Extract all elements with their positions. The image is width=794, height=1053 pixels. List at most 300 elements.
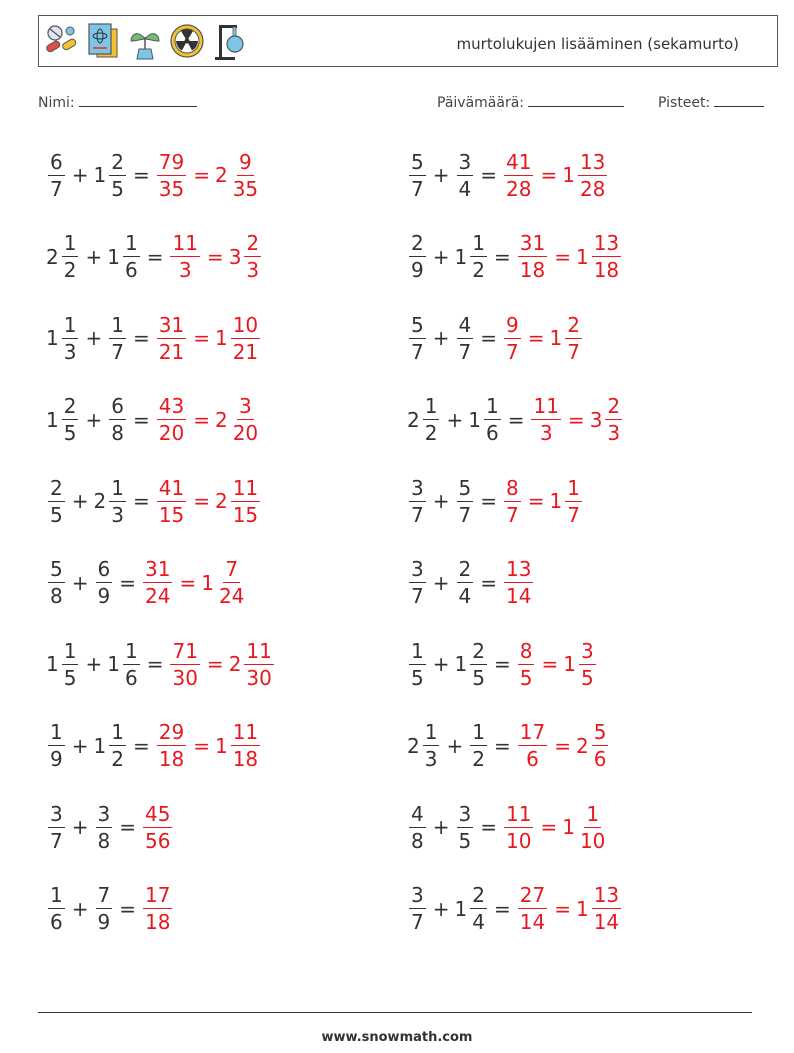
answer-mixed-whole: 1	[549, 326, 563, 350]
addend-b-numerator: 1	[124, 638, 138, 663]
addend-b-fraction	[96, 885, 113, 932]
addend-b-whole: 1	[454, 896, 468, 921]
name-field	[38, 94, 197, 111]
equals-sign: =	[146, 244, 164, 269]
answer-improper-denominator: 10	[506, 828, 532, 853]
answer-mixed-whole: 1	[214, 733, 228, 758]
plus-sign: +	[71, 163, 89, 187]
answer-mixed-fraction	[605, 396, 622, 443]
answer-improper-fraction	[157, 396, 186, 443]
answer-mixed-denominator: 24	[218, 584, 245, 608]
addend-b-whole: 1	[454, 652, 468, 676]
addend-b-numerator: 1	[472, 720, 485, 744]
addend-b-numerator: 5	[458, 475, 472, 500]
addend-a-denominator: 5	[50, 502, 63, 527]
plus-sign: +	[432, 489, 450, 513]
problem-item	[407, 711, 610, 781]
answer-mixed-fraction	[231, 396, 260, 443]
addend-a-numerator: 3	[411, 475, 424, 500]
equals-sign: =	[480, 570, 497, 595]
answer-improper-denominator: 15	[158, 502, 185, 527]
worksheet-header	[38, 15, 778, 67]
addend-a-numerator: 1	[63, 231, 77, 255]
addend-a-fraction	[409, 885, 426, 932]
addend-b-numerator: 1	[111, 720, 124, 744]
addend-b-numerator: 1	[485, 394, 499, 418]
equals-sign: =	[480, 163, 497, 187]
equals-sign: =	[119, 570, 136, 595]
addend-a-fraction	[423, 396, 440, 443]
addend-a-fraction	[48, 475, 65, 527]
plus-sign: +	[432, 896, 450, 921]
answer-improper-fraction	[518, 233, 547, 280]
equals-sign: =	[119, 896, 136, 921]
addend-a-numerator: 2	[50, 475, 63, 500]
addend-b-fraction	[470, 638, 487, 690]
answer	[141, 559, 248, 606]
answer-mixed-denominator: 21	[232, 339, 259, 364]
addend-b-denominator: 6	[124, 258, 138, 282]
answer-mixed-whole: 2	[575, 733, 589, 758]
problem-item	[407, 222, 623, 292]
answer-improper-denominator: 20	[158, 421, 185, 445]
addend-a-numerator: 3	[411, 883, 424, 907]
addend-b-whole: 1	[107, 652, 120, 676]
answer-mixed-fraction	[579, 638, 596, 690]
problem-item	[46, 711, 262, 781]
answer-mixed-numerator: 5	[593, 720, 607, 744]
answer-mixed-fraction	[231, 475, 260, 527]
answer-mixed-numerator: 3	[239, 394, 252, 418]
answer-mixed-fraction	[231, 312, 260, 364]
answer-mixed-denominator: 30	[246, 665, 272, 690]
addend-a-fraction	[48, 149, 65, 201]
answer-mixed-numerator: 9	[239, 149, 252, 174]
addend-a-denominator: 7	[411, 910, 424, 934]
addend-b-numerator: 2	[458, 557, 472, 581]
addend-b-denominator: 9	[97, 910, 111, 934]
addend-b-whole: 1	[93, 733, 107, 758]
answer-improper-numerator: 41	[506, 149, 532, 174]
addend-b-numerator: 7	[97, 883, 111, 907]
answer-improper-denominator: 30	[172, 665, 198, 690]
answer	[155, 722, 262, 769]
addend-b-denominator: 7	[111, 339, 124, 364]
addend-a-numerator: 3	[411, 557, 424, 581]
addend-a-fraction	[48, 885, 65, 932]
answer-mixed-denominator: 28	[579, 176, 606, 201]
answer	[516, 722, 611, 769]
answer-mixed-numerator: 2	[567, 312, 580, 337]
addend-a-denominator: 7	[411, 176, 424, 201]
answer-mixed-whole: 1	[214, 326, 228, 350]
answer-equals-sign: =	[554, 896, 571, 921]
addend-a-numerator: 1	[411, 638, 424, 663]
problem-item	[46, 466, 262, 536]
addend-a-denominator: 2	[63, 258, 77, 282]
equals-sign: =	[493, 733, 511, 758]
answer	[502, 312, 584, 364]
addend-a-denominator: 2	[424, 421, 438, 445]
equals-sign: =	[493, 896, 511, 921]
answer-mixed-numerator: 13	[593, 231, 620, 255]
addend-a-denominator: 7	[411, 584, 424, 608]
radiation-icon	[169, 19, 205, 63]
addend-b-numerator: 6	[97, 557, 111, 581]
pills-icon	[43, 19, 79, 63]
answer-improper-denominator: 5	[519, 665, 533, 690]
equals-sign: =	[119, 815, 136, 839]
answer-improper-denominator: 18	[158, 747, 185, 771]
answer	[155, 312, 262, 364]
equals-sign: =	[132, 407, 150, 432]
score-field	[658, 94, 764, 111]
answer-improper-numerator: 11	[172, 231, 198, 255]
problem-item	[407, 385, 624, 455]
answer-improper-numerator: 11	[506, 801, 532, 826]
answer-mixed-denominator: 7	[567, 502, 580, 527]
answer-improper-fraction	[170, 638, 199, 690]
plus-sign: +	[446, 407, 464, 432]
problem-item	[46, 874, 174, 944]
answer	[502, 801, 609, 853]
answer-improper-denominator: 14	[506, 584, 532, 608]
addend-b-denominator: 7	[458, 502, 472, 527]
answer-mixed-fraction	[578, 801, 607, 853]
plus-sign: +	[85, 244, 103, 269]
answer-mixed-whole: 1	[549, 489, 563, 513]
answer-improper-denominator: 56	[145, 828, 171, 853]
answer-improper-denominator: 6	[526, 747, 539, 771]
addend-a-denominator: 9	[411, 258, 424, 282]
answer	[141, 801, 174, 853]
plus-sign: +	[85, 652, 103, 676]
plus-sign: +	[71, 733, 89, 758]
answer	[141, 885, 174, 932]
answer-improper-numerator: 31	[158, 312, 185, 337]
answer-mixed-whole: 1	[201, 570, 214, 595]
addend-a-fraction	[62, 638, 79, 690]
answer-improper-fraction	[504, 149, 533, 201]
addend-b-denominator: 8	[97, 828, 111, 853]
answer-improper-denominator: 18	[145, 910, 171, 934]
addend-b-whole: 1	[468, 407, 481, 432]
answer-improper-numerator: 17	[519, 720, 546, 744]
equals-sign: =	[493, 652, 511, 676]
answer-mixed-denominator: 20	[232, 421, 259, 445]
addend-a-fraction	[48, 801, 65, 853]
answer	[502, 475, 584, 527]
answer-mixed-whole: 1	[562, 163, 575, 187]
addend-b-numerator: 6	[111, 394, 124, 418]
answer-mixed-whole: 1	[575, 896, 589, 921]
answer-improper-fraction	[504, 801, 533, 853]
addend-b-whole: 2	[93, 489, 107, 513]
addend-b-numerator: 3	[458, 149, 472, 174]
addend-b-numerator: 2	[472, 883, 485, 907]
problem-item	[407, 466, 584, 536]
answer-improper-numerator: 41	[158, 475, 185, 500]
addend-b-denominator: 4	[458, 584, 472, 608]
addend-b-fraction	[457, 312, 474, 364]
answer-improper-numerator: 29	[158, 720, 185, 744]
answer-mixed-fraction	[244, 233, 261, 280]
addend-a-whole: 1	[46, 652, 59, 676]
addend-a-numerator: 5	[411, 312, 424, 337]
answer	[155, 396, 262, 443]
addend-a-fraction	[423, 722, 440, 769]
problem-item	[407, 792, 609, 862]
answer-mixed-denominator: 10	[579, 828, 606, 853]
equals-sign: =	[132, 733, 150, 758]
answer-equals-sign: =	[179, 570, 197, 595]
answer-improper-denominator: 24	[145, 584, 171, 608]
addend-a-fraction	[409, 149, 426, 201]
answer-mixed-denominator: 35	[232, 176, 259, 201]
worksheet-title: murtolukujen lisääminen (sekamurto)	[456, 35, 739, 53]
answer-improper-denominator: 3	[539, 421, 553, 445]
answer-mixed-denominator: 14	[593, 910, 620, 934]
answer-equals-sign: =	[554, 244, 571, 269]
addend-a-denominator: 9	[50, 747, 63, 771]
answer-improper-numerator: 31	[145, 557, 171, 581]
addend-b-whole: 1	[93, 163, 107, 187]
plus-sign: +	[432, 326, 450, 350]
answer-improper-numerator: 11	[533, 394, 559, 418]
plus-sign: +	[85, 407, 103, 432]
addend-a-fraction	[48, 559, 65, 606]
equals-sign: =	[480, 326, 497, 350]
problem-item	[46, 140, 262, 210]
answer-mixed-whole: 3	[589, 407, 603, 432]
answer-improper-fraction	[157, 312, 186, 364]
addend-a-denominator: 8	[50, 584, 63, 608]
answer-improper-numerator: 79	[158, 149, 185, 174]
plus-sign: +	[432, 163, 450, 187]
answer-mixed-numerator: 3	[580, 638, 594, 663]
answer-improper-fraction	[504, 475, 521, 527]
addend-a-numerator: 1	[50, 883, 63, 907]
plus-sign: +	[71, 896, 89, 921]
answer-mixed-whole: 1	[562, 815, 575, 839]
addend-a-whole: 2	[407, 407, 420, 432]
answer-improper-fraction	[504, 559, 533, 606]
answer-mixed-numerator: 11	[232, 720, 259, 744]
answer-equals-sign: =	[541, 652, 559, 676]
answer-equals-sign: =	[527, 326, 545, 350]
answer-mixed-denominator: 7	[567, 339, 580, 364]
answer-improper-fraction	[157, 149, 186, 201]
equals-sign: =	[493, 244, 511, 269]
answer-improper-numerator: 71	[172, 638, 198, 663]
addend-b-fraction	[484, 396, 501, 443]
addend-a-denominator: 5	[411, 665, 424, 690]
answer-mixed-fraction	[592, 722, 609, 769]
answer-mixed-denominator: 5	[580, 665, 594, 690]
answer-mixed-fraction	[231, 722, 260, 769]
addend-b-denominator: 2	[472, 747, 485, 771]
answer	[168, 233, 263, 280]
answer-mixed-whole: 1	[575, 244, 589, 269]
answer-mixed-numerator: 1	[586, 801, 600, 826]
addend-a-numerator: 3	[50, 801, 63, 826]
date-label: Päivämäärä:	[437, 95, 524, 111]
addend-b-numerator: 2	[111, 149, 124, 174]
equals-sign: =	[146, 652, 164, 676]
addend-b-fraction	[470, 885, 487, 932]
problem-item	[46, 385, 262, 455]
name-line	[79, 94, 197, 107]
answer-mixed-numerator: 2	[607, 394, 621, 418]
addend-b-numerator: 1	[111, 312, 124, 337]
addend-a-numerator: 6	[50, 149, 63, 174]
date-line	[528, 94, 624, 107]
answer-equals-sign: =	[193, 489, 210, 513]
equals-sign: =	[480, 815, 497, 839]
answer-mixed-fraction	[578, 149, 607, 201]
answer-improper-numerator: 31	[519, 231, 546, 255]
equals-sign: =	[132, 326, 150, 350]
addend-b-fraction	[470, 722, 487, 769]
plus-sign: +	[432, 815, 450, 839]
addend-a-denominator: 7	[411, 339, 424, 364]
footer-divider	[38, 1012, 752, 1013]
answer-mixed-fraction	[231, 149, 260, 201]
addend-a-fraction	[409, 312, 426, 364]
addend-b-denominator: 5	[472, 665, 485, 690]
addend-b-denominator: 9	[97, 584, 111, 608]
problem-item	[46, 792, 174, 862]
header-icons	[43, 19, 247, 63]
problem-item	[46, 548, 248, 618]
problem-item	[407, 548, 535, 618]
answer-mixed-numerator: 10	[232, 312, 259, 337]
addend-a-denominator: 5	[63, 421, 77, 445]
answer-equals-sign: =	[193, 733, 210, 758]
addend-a-numerator: 2	[63, 394, 77, 418]
addend-b-denominator: 5	[111, 176, 124, 201]
answer-improper-denominator: 28	[506, 176, 532, 201]
name-label: Nimi:	[38, 95, 75, 111]
answer	[516, 885, 623, 932]
addend-a-denominator: 3	[63, 339, 77, 364]
science-book-icon	[85, 19, 121, 63]
addend-a-fraction	[409, 801, 426, 853]
addend-b-fraction	[109, 475, 126, 527]
addend-a-fraction	[62, 233, 79, 280]
answer-improper-fraction	[157, 475, 186, 527]
plant-flask-icon	[127, 19, 163, 63]
addend-a-denominator: 7	[50, 176, 63, 201]
plus-sign: +	[446, 733, 464, 758]
addend-b-numerator: 4	[458, 312, 472, 337]
answer-improper-fraction	[157, 722, 186, 769]
answer-mixed-numerator: 1	[567, 475, 580, 500]
addend-a-fraction	[409, 638, 426, 690]
addend-a-whole: 1	[46, 326, 59, 350]
plus-sign: +	[71, 489, 89, 513]
addend-b-fraction	[109, 312, 126, 364]
addend-b-fraction	[109, 396, 126, 443]
problem-item	[407, 629, 598, 699]
addend-a-fraction	[62, 312, 79, 364]
score-label: Pisteet:	[658, 95, 711, 111]
addend-b-fraction	[123, 233, 140, 280]
addend-b-numerator: 1	[111, 475, 124, 500]
answer-mixed-numerator: 13	[593, 883, 620, 907]
addend-b-fraction	[470, 233, 487, 280]
answer-equals-sign: =	[206, 244, 224, 269]
answer-mixed-numerator: 11	[232, 475, 259, 500]
problem-item	[407, 140, 609, 210]
answer-improper-fraction	[143, 559, 172, 606]
answer-improper-numerator: 13	[506, 557, 532, 581]
answer-improper-numerator: 43	[158, 394, 185, 418]
answer-improper-fraction	[143, 801, 172, 853]
addend-a-fraction	[409, 233, 426, 280]
answer-mixed-whole: 2	[214, 407, 228, 432]
answer-improper-numerator: 17	[145, 883, 171, 907]
answer	[155, 475, 262, 527]
answer-improper-fraction	[518, 722, 547, 769]
addend-a-denominator: 7	[411, 502, 424, 527]
answer-improper-denominator: 14	[519, 910, 546, 934]
addend-b-fraction	[457, 149, 474, 201]
plus-sign: +	[432, 244, 450, 269]
answer-equals-sign: =	[527, 489, 545, 513]
equals-sign: =	[132, 163, 150, 187]
answer-equals-sign: =	[540, 815, 558, 839]
answer-mixed-whole: 1	[563, 652, 576, 676]
answer-improper-numerator: 45	[145, 801, 171, 826]
answer	[516, 638, 598, 690]
addend-b-numerator: 3	[97, 801, 111, 826]
date-field	[437, 94, 624, 111]
addend-b-numerator: 2	[472, 638, 485, 663]
addend-a-denominator: 6	[50, 910, 63, 934]
addend-a-denominator: 5	[63, 665, 77, 690]
answer	[502, 149, 609, 201]
answer-improper-fraction	[143, 885, 172, 932]
problem-item	[46, 222, 263, 292]
addend-a-numerator: 1	[424, 720, 438, 744]
answer-improper-fraction	[518, 885, 547, 932]
answer-mixed-fraction	[217, 559, 246, 606]
addend-b-numerator: 1	[472, 231, 485, 255]
answer-improper-denominator: 21	[158, 339, 185, 364]
addend-a-fraction	[409, 475, 426, 527]
footer-url: www.snowmath.com	[321, 1030, 473, 1045]
answer-mixed-whole: 3	[228, 244, 242, 269]
answer-improper-fraction	[504, 312, 521, 364]
addend-b-denominator: 2	[472, 258, 485, 282]
addend-a-fraction	[48, 722, 65, 769]
answer-mixed-denominator: 6	[593, 747, 607, 771]
addend-b-denominator: 4	[472, 910, 485, 934]
addend-a-whole: 2	[407, 733, 420, 758]
answer	[502, 559, 535, 606]
addend-a-numerator: 5	[50, 557, 63, 581]
problem-item	[407, 303, 584, 373]
equals-sign: =	[507, 407, 525, 432]
plus-sign: +	[432, 652, 450, 676]
answer-improper-fraction	[518, 638, 535, 690]
answer-mixed-numerator: 13	[579, 149, 606, 174]
answer-improper-denominator: 35	[158, 176, 185, 201]
addend-a-whole: 2	[46, 244, 59, 269]
answer-improper-numerator: 8	[506, 475, 519, 500]
answer-mixed-numerator: 11	[246, 638, 272, 663]
